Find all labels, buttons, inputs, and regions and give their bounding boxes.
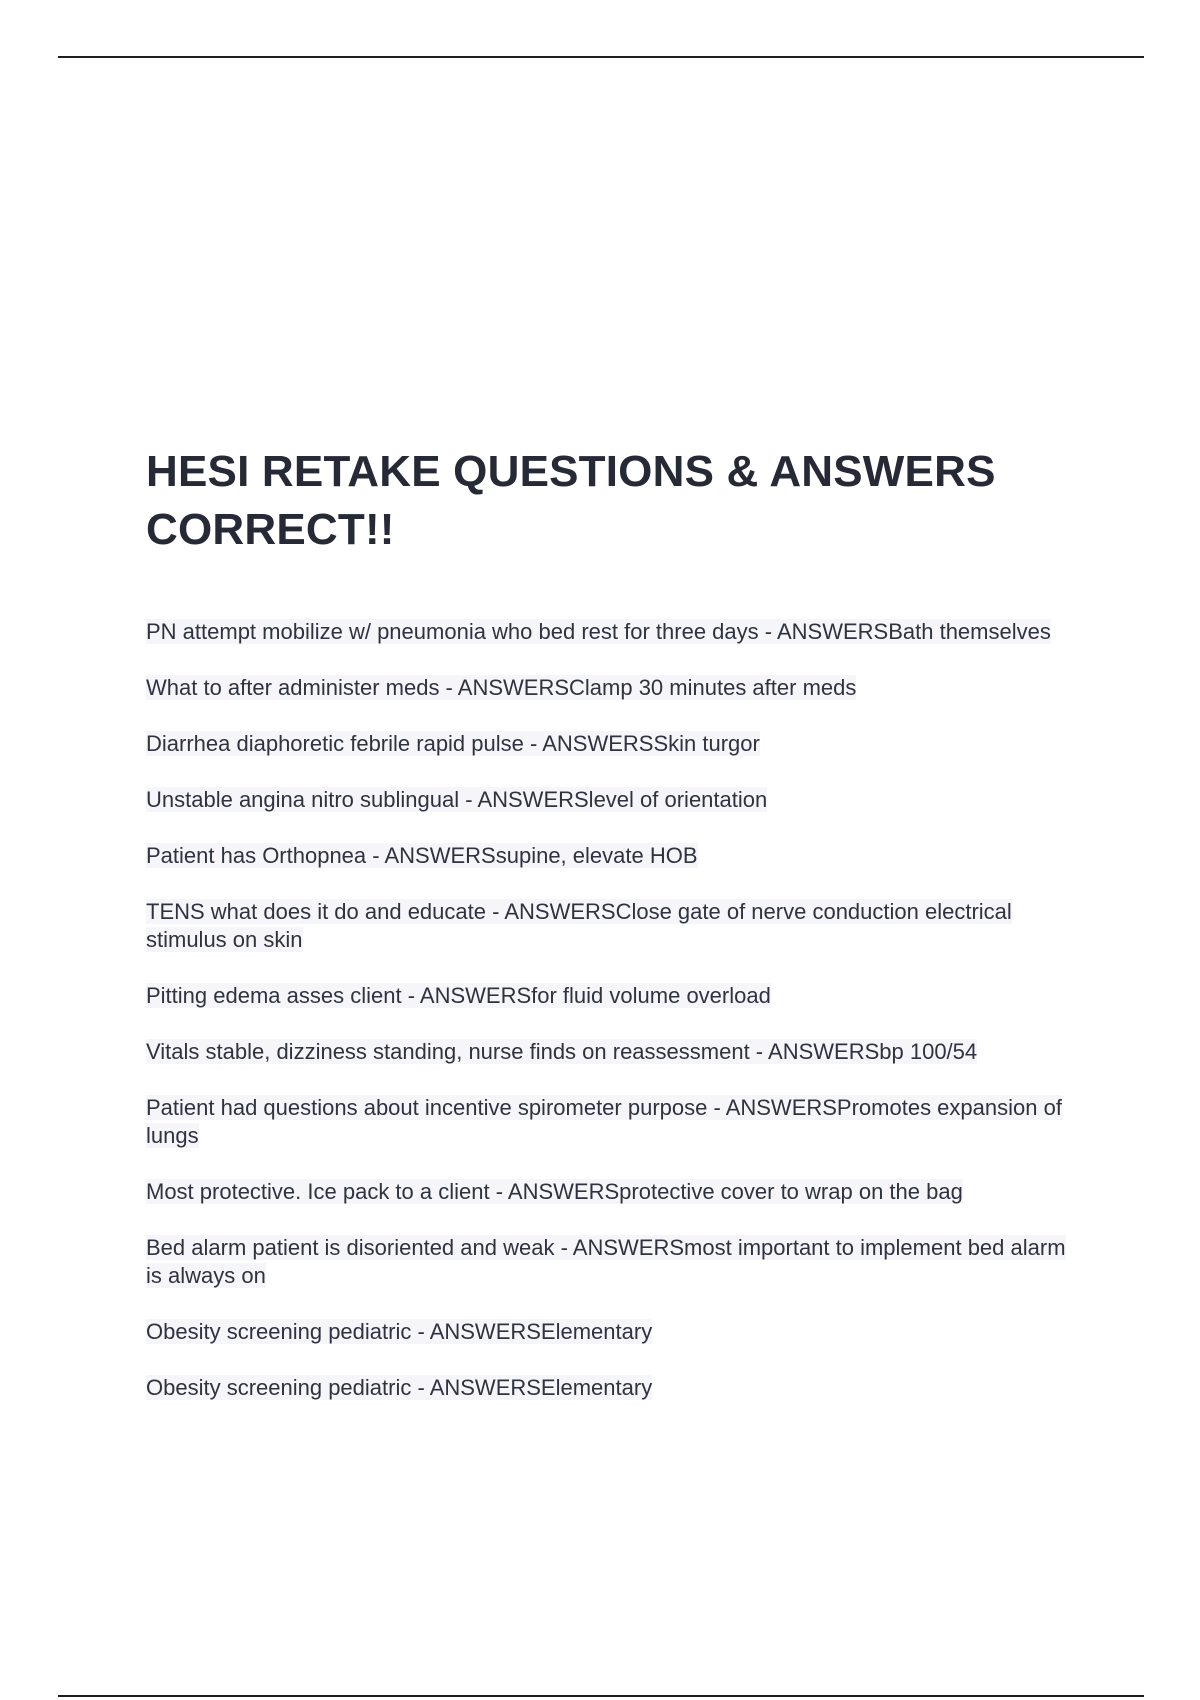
qa-item	[146, 1234, 1086, 1290]
document-title: HESI RETAKE QUESTIONS & ANSWERS CORRECT!!	[146, 447, 996, 554]
qa-text: Obesity screening pediatric - ANSWERSElementary	[146, 1375, 653, 1400]
qa-text: Unstable angina nitro sublingual - ANSWERSlevel of orientation	[146, 787, 768, 812]
document-body	[146, 443, 1086, 1430]
qa-item	[146, 1318, 1086, 1346]
qa-text: Pitting edema asses client - ANSWERSfor fluid volume overload	[146, 983, 771, 1008]
qa-item	[146, 1178, 1086, 1206]
qa-item	[146, 786, 1086, 814]
qa-item	[146, 1038, 1086, 1066]
qa-text: TENS what does it do and educate - ANSWERSClose gate of nerve conduction electrical stimulus on skin	[146, 899, 1012, 952]
qa-item	[146, 1094, 1086, 1150]
qa-item	[146, 730, 1086, 758]
qa-text: PN attempt mobilize w/ pneumonia who bed rest for three days - ANSWERSBath themselves	[146, 619, 1051, 644]
qa-list	[146, 618, 1086, 1402]
qa-text: Most protective. Ice pack to a client - ANSWERSprotective cover to wrap on the bag	[146, 1179, 963, 1204]
qa-item	[146, 1374, 1086, 1402]
qa-item	[146, 618, 1086, 646]
qa-text: Vitals stable, dizziness standing, nurse finds on reassessment - ANSWERSbp 100/54	[146, 1039, 978, 1064]
bottom-rule	[58, 1695, 1144, 1697]
qa-item	[146, 982, 1086, 1010]
qa-text: What to after administer meds - ANSWERSClamp 30 minutes after meds	[146, 675, 857, 700]
qa-item	[146, 842, 1086, 870]
qa-text: Patient has Orthopnea - ANSWERSsupine, elevate HOB	[146, 843, 698, 868]
qa-text: Diarrhea diaphoretic febrile rapid pulse - ANSWERSSkin turgor	[146, 731, 760, 756]
qa-item	[146, 674, 1086, 702]
top-rule	[58, 56, 1144, 58]
qa-text: Bed alarm patient is disoriented and weak - ANSWERSmost important to implement bed alarm is always on	[146, 1235, 1066, 1288]
qa-text: Obesity screening pediatric - ANSWERSElementary	[146, 1319, 653, 1344]
qa-text: Patient had questions about incentive spirometer purpose - ANSWERSPromotes expansion of lungs	[146, 1095, 1062, 1148]
qa-item	[146, 898, 1086, 954]
